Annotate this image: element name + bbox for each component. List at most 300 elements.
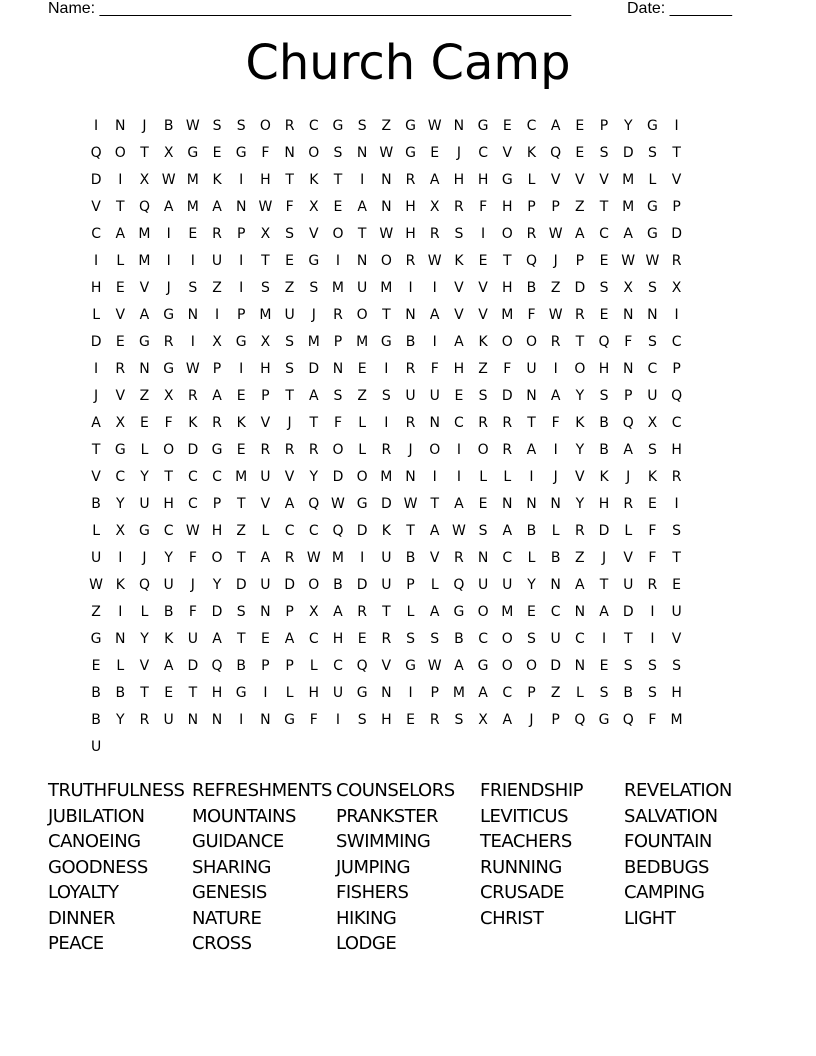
grid-letter: G <box>477 658 489 674</box>
grid-letter: J <box>553 469 558 485</box>
word-list <box>48 778 768 957</box>
grid-letter: Q <box>550 145 562 161</box>
grid-letter: R <box>502 415 513 431</box>
grid-letter: M <box>501 604 514 620</box>
grid-letter: C <box>599 226 609 242</box>
grid-letter: A <box>575 577 585 593</box>
grid-letter: G <box>163 307 175 323</box>
grid-letter: M <box>622 199 635 215</box>
word-list-item: SHARING <box>192 856 272 878</box>
grid-letter: F <box>188 550 197 566</box>
grid-letter: H <box>477 172 489 188</box>
grid-letter: D <box>90 334 102 350</box>
grid-letter: N <box>550 496 561 512</box>
grid-letter: C <box>526 118 537 134</box>
grid-letter: A <box>212 199 222 215</box>
grid-letter: G <box>356 496 368 512</box>
grid-letter: G <box>163 361 175 377</box>
grid-letter: G <box>332 118 344 134</box>
grid-letter: G <box>453 604 465 620</box>
grid-letter: T <box>357 226 367 242</box>
grid-letter: D <box>90 172 102 188</box>
grid-letter: J <box>311 307 316 323</box>
grid-letter: T <box>672 550 681 566</box>
grid-letter: U <box>260 577 271 593</box>
grid-letter: N <box>381 172 392 188</box>
grid-letter: E <box>115 334 125 350</box>
grid-letter: H <box>211 523 223 539</box>
grid-letter: T <box>503 253 512 269</box>
grid-letter: R <box>212 226 222 242</box>
grid-letter: E <box>164 685 174 701</box>
grid-letter: C <box>502 685 513 701</box>
grid-letter: U <box>284 307 295 323</box>
grid-letter: B <box>405 334 416 350</box>
grid-letter: W <box>621 253 636 269</box>
grid-letter: E <box>575 118 585 134</box>
grid-letter: Z <box>550 685 561 701</box>
grid-letter: A <box>502 523 513 539</box>
grid-letter: X <box>623 280 634 296</box>
grid-letter: D <box>622 604 634 620</box>
grid-letter: L <box>358 415 367 431</box>
grid-letter: I <box>674 496 679 512</box>
grid-letter: O <box>308 577 320 593</box>
grid-letter: O <box>574 361 586 377</box>
grid-letter: U <box>260 469 271 485</box>
grid-letter: O <box>477 442 489 458</box>
grid-letter: S <box>236 118 246 134</box>
grid-letter: V <box>139 280 150 296</box>
grid-letter: X <box>163 388 174 404</box>
grid-letter: N <box>115 631 126 647</box>
grid-letter: R <box>454 550 464 566</box>
grid-letter: Y <box>116 712 125 728</box>
grid-letter: A <box>454 658 464 674</box>
grid-letter: C <box>454 415 464 431</box>
grid-letter: V <box>502 145 513 161</box>
word-list-item: SALVATION <box>624 805 718 827</box>
grid-letter: I <box>166 226 171 242</box>
grid-letter: X <box>260 226 271 242</box>
grid-letter: V <box>575 172 585 188</box>
grid-letter: B <box>236 658 247 674</box>
grid-letter: K <box>236 415 246 431</box>
grid-letter: T <box>309 415 319 431</box>
word-list-item: FRIENDSHIP <box>480 780 583 801</box>
grid-letter: P <box>527 199 536 215</box>
grid-letter: L <box>309 658 318 674</box>
grid-letter: D <box>356 523 368 539</box>
grid-letter: V <box>671 631 682 647</box>
grid-letter: G <box>646 199 658 215</box>
grid-letter: H <box>308 685 320 701</box>
word-list-item: GENESIS <box>192 882 267 903</box>
grid-letter: P <box>406 577 415 593</box>
grid-letter: M <box>380 469 393 485</box>
grid-letter: S <box>454 226 464 242</box>
grid-letter: W <box>306 550 321 566</box>
grid-letter: O <box>525 658 537 674</box>
grid-letter: M <box>356 334 369 350</box>
grid-letter: C <box>502 550 513 566</box>
grid-letter: I <box>118 604 123 620</box>
grid-letter: V <box>575 469 585 485</box>
grid-letter: T <box>527 415 536 431</box>
grid-letter: S <box>357 118 367 134</box>
grid-letter: Q <box>622 712 634 728</box>
grid-letter: G <box>598 712 610 728</box>
grid-letter: P <box>236 307 246 323</box>
grid-letter: C <box>308 631 319 647</box>
grid-letter: N <box>139 361 150 377</box>
grid-letter: R <box>163 334 174 350</box>
grid-letter: G <box>284 712 296 728</box>
grid-letter: G <box>405 658 416 674</box>
word-list-item: SWIMMING <box>336 831 431 852</box>
grid-letter: V <box>429 550 440 566</box>
grid-letter: U <box>381 577 392 593</box>
grid-letter: F <box>479 199 488 215</box>
grid-letter: X <box>139 172 150 188</box>
word-list-item: LEVITICUS <box>480 805 568 827</box>
grid-letter: C <box>671 415 682 431</box>
grid-letter: X <box>308 199 319 215</box>
grid-letter: W <box>403 496 418 512</box>
grid-letter: U <box>623 577 634 593</box>
grid-letter: I <box>553 442 558 458</box>
grid-letter: K <box>381 523 391 539</box>
grid-letter: I <box>432 334 437 350</box>
grid-letter: A <box>333 604 343 620</box>
grid-letter: D <box>187 658 199 674</box>
grid-letter: D <box>550 658 562 674</box>
word-list-item: JUBILATION <box>48 805 145 827</box>
grid-letter: I <box>384 361 389 377</box>
grid-letter: S <box>647 334 657 350</box>
grid-letter: G <box>114 442 126 458</box>
grid-letter: Z <box>357 388 367 404</box>
grid-letter: L <box>92 307 100 323</box>
grid-letter: A <box>623 442 633 458</box>
grid-letter: T <box>672 145 681 161</box>
grid-letter: M <box>380 280 393 296</box>
grid-letter: S <box>285 334 295 350</box>
grid-letter: N <box>405 469 416 485</box>
grid-letter: V <box>671 172 682 188</box>
grid-letter: N <box>356 253 368 269</box>
grid-letter: Q <box>622 415 634 431</box>
grid-letter: U <box>332 685 344 701</box>
grid-letter: J <box>626 469 631 485</box>
grid-letter: K <box>526 145 537 161</box>
grid-letter: N <box>381 685 392 701</box>
grid-letter: C <box>574 631 585 647</box>
grid-letter: A <box>115 226 126 242</box>
grid-letter: J <box>287 415 292 431</box>
grid-letter: N <box>332 361 344 377</box>
grid-letter: G <box>187 145 199 161</box>
grid-letter: Y <box>623 118 633 134</box>
grid-letter: N <box>284 145 295 161</box>
grid-letter: U <box>429 388 440 404</box>
grid-letter: Q <box>332 523 344 539</box>
grid-letter: L <box>406 604 415 620</box>
grid-letter: X <box>429 199 440 215</box>
grid-letter: V <box>623 550 633 566</box>
grid-letter: H <box>260 172 271 188</box>
grid-letter: P <box>333 334 343 350</box>
grid-letter: Z <box>575 199 585 215</box>
grid-letter: T <box>430 496 439 512</box>
grid-letter: S <box>599 388 609 404</box>
grid-letter: Q <box>574 712 586 728</box>
grid-letter: U <box>526 361 537 377</box>
grid-letter: E <box>236 442 246 458</box>
grid-letter: C <box>212 469 222 485</box>
grid-letter: B <box>623 685 634 701</box>
grid-letter: L <box>527 550 536 566</box>
grid-letter: I <box>239 172 244 188</box>
grid-letter: Y <box>309 469 319 485</box>
grid-letter: R <box>260 442 271 458</box>
word-list-item: JUMPING <box>336 856 411 878</box>
grid-letter: W <box>185 361 200 377</box>
grid-letter: A <box>478 685 488 701</box>
word-list-item: COUNSELORS <box>336 780 455 801</box>
grid-letter: N <box>526 388 537 404</box>
grid-letter: N <box>526 496 537 512</box>
grid-letter: O <box>525 334 537 350</box>
grid-letter: T <box>236 550 246 566</box>
grid-letter: O <box>114 145 126 161</box>
grid-letter: U <box>477 577 489 593</box>
grid-letter: N <box>453 118 465 134</box>
grid-letter: P <box>212 496 222 512</box>
grid-letter: C <box>308 523 319 539</box>
grid-letter: H <box>671 685 682 701</box>
grid-letter: H <box>671 442 682 458</box>
grid-letter: D <box>187 442 199 458</box>
grid-letter: F <box>503 361 512 377</box>
grid-letter: B <box>599 415 609 431</box>
grid-letter: X <box>163 145 174 161</box>
grid-letter: Y <box>164 550 173 566</box>
grid-letter: N <box>187 307 199 323</box>
grid-letter: D <box>622 145 634 161</box>
grid-letter: L <box>624 523 633 539</box>
grid-letter: I <box>553 361 558 377</box>
grid-letter: P <box>527 685 536 701</box>
grid-letter: Y <box>140 469 149 485</box>
grid-letter: R <box>405 253 416 269</box>
grid-letter: V <box>284 469 295 485</box>
grid-letter: C <box>163 523 174 539</box>
grid-letter: N <box>429 415 440 431</box>
grid-letter: P <box>551 199 560 215</box>
grid-letter: N <box>477 550 489 566</box>
grid-letter: L <box>116 658 125 674</box>
grid-letter: I <box>94 253 99 269</box>
grid-letter: M <box>501 307 514 323</box>
grid-letter: N <box>550 577 561 593</box>
grid-letter: R <box>647 577 658 593</box>
grid-letter: L <box>140 604 149 620</box>
grid-letter: O <box>211 550 223 566</box>
grid-letter: H <box>405 199 416 215</box>
grid-letter: Z <box>478 361 488 377</box>
grid-letter: N <box>405 307 416 323</box>
grid-letter: C <box>478 145 488 161</box>
grid-letter: O <box>501 226 513 242</box>
grid-letter: G <box>356 685 368 701</box>
grid-letter: P <box>623 388 633 404</box>
grid-letter: S <box>212 118 222 134</box>
grid-letter: P <box>575 253 585 269</box>
grid-letter: I <box>263 685 268 701</box>
grid-letter: P <box>599 118 609 134</box>
grid-letter: R <box>671 469 682 485</box>
grid-letter: S <box>333 145 343 161</box>
grid-letter: S <box>647 442 657 458</box>
grid-letter: E <box>527 604 536 620</box>
word-list-item: CRUSADE <box>480 882 565 903</box>
word-list-item: PRANKSTER <box>336 805 439 827</box>
grid-letter: F <box>527 307 536 323</box>
word-list-item: FISHERS <box>336 882 409 903</box>
grid-letter: Q <box>671 388 683 404</box>
grid-letter: V <box>454 280 464 296</box>
grid-letter: T <box>382 604 391 620</box>
grid-letter: V <box>91 199 101 215</box>
grid-letter: H <box>453 172 465 188</box>
grid-letter: W <box>185 523 200 539</box>
grid-letter: J <box>142 550 147 566</box>
grid-letter: H <box>453 361 465 377</box>
word-list-item: LOYALTY <box>48 882 119 903</box>
grid-letter: A <box>575 226 585 242</box>
grid-letter: A <box>550 388 561 404</box>
grid-letter: R <box>405 361 416 377</box>
grid-letter: I <box>239 361 244 377</box>
grid-letter: O <box>259 118 271 134</box>
grid-letter: X <box>671 280 682 296</box>
grid-letter: C <box>647 361 658 377</box>
grid-letter: Z <box>91 604 101 620</box>
grid-letter: M <box>259 307 272 323</box>
grid-letter: C <box>550 604 561 620</box>
grid-letter: E <box>599 253 609 269</box>
word-list-item: CAMPING <box>624 882 705 903</box>
grid-letter: S <box>647 280 657 296</box>
grid-letter: X <box>115 415 126 431</box>
grid-letter: I <box>214 307 220 323</box>
grid-letter: H <box>163 496 174 512</box>
grid-letter: T <box>285 172 294 188</box>
grid-letter: U <box>90 739 102 755</box>
grid-letter: R <box>502 442 513 458</box>
grid-letter: K <box>647 469 657 485</box>
grid-letter: I <box>384 415 389 431</box>
grid-letter: W <box>645 253 660 269</box>
grid-letter: G <box>211 442 223 458</box>
grid-letter: X <box>308 604 319 620</box>
name-field[interactable]: Name: _____________________________________________________ <box>48 0 572 17</box>
grid-letter: N <box>260 604 271 620</box>
grid-letter: T <box>599 577 609 593</box>
grid-letter: Q <box>525 253 537 269</box>
grid-letter: S <box>599 685 609 701</box>
grid-letter: D <box>671 226 682 242</box>
grid-letter: V <box>260 496 271 512</box>
grid-letter: V <box>260 415 271 431</box>
grid-letter: J <box>553 253 558 269</box>
grid-letter: H <box>381 712 392 728</box>
grid-letter: H <box>260 361 271 377</box>
grid-letter: A <box>91 415 101 431</box>
word-list-item: GOODNESS <box>48 856 148 878</box>
grid-letter: A <box>623 226 633 242</box>
grid-letter: Z <box>575 550 585 566</box>
grid-letter: O <box>356 307 368 323</box>
grid-letter: F <box>188 604 197 620</box>
grid-letter: H <box>405 226 416 242</box>
grid-letter: U <box>211 253 223 269</box>
grid-letter: F <box>624 334 633 350</box>
grid-letter: W <box>427 118 442 134</box>
grid-letter: F <box>648 550 657 566</box>
grid-letter: S <box>309 280 319 296</box>
grid-letter: N <box>211 712 223 728</box>
grid-letter: I <box>408 685 413 701</box>
grid-letter: R <box>405 415 416 431</box>
grid-letter: G <box>235 685 247 701</box>
grid-letter: N <box>235 199 247 215</box>
word-list-item: MOUNTAINS <box>192 805 296 827</box>
grid-letter: Y <box>212 577 222 593</box>
grid-letter: S <box>454 712 464 728</box>
grid-letter: I <box>529 469 534 485</box>
grid-letter: S <box>381 388 391 404</box>
grid-letter: M <box>138 226 151 242</box>
grid-letter: D <box>380 496 392 512</box>
grid-letter: X <box>647 415 658 431</box>
grid-letter: H <box>90 280 102 296</box>
grid-letter: C <box>478 631 488 647</box>
grid-letter: I <box>650 604 655 620</box>
grid-letter: G <box>646 226 658 242</box>
grid-letter: A <box>308 388 319 404</box>
grid-letter: S <box>357 712 367 728</box>
grid-letter: R <box>308 442 319 458</box>
grid-letter: C <box>671 334 682 350</box>
grid-letter: P <box>261 658 270 674</box>
grid-letter: A <box>429 172 440 188</box>
grid-letter: T <box>164 469 173 485</box>
grid-letter: H <box>598 496 610 512</box>
grid-letter: E <box>91 658 101 674</box>
grid-letter: T <box>236 631 246 647</box>
grid-letter: S <box>333 388 343 404</box>
grid-letter: D <box>332 469 344 485</box>
grid-letter: I <box>601 631 607 647</box>
grid-letter: B <box>405 550 416 566</box>
date-field[interactable]: Date: _______ <box>627 0 732 17</box>
grid-letter: U <box>187 631 198 647</box>
grid-letter: V <box>381 658 392 674</box>
grid-letter: X <box>115 523 126 539</box>
grid-letter: D <box>356 577 368 593</box>
